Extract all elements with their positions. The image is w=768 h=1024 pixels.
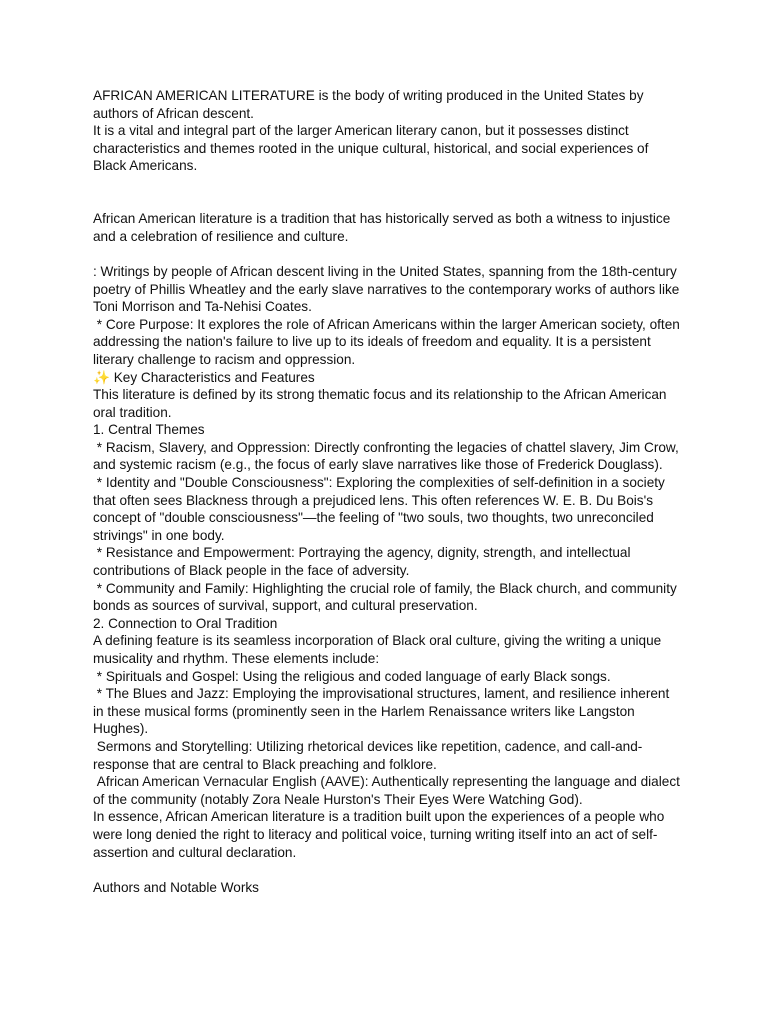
oral-item-blues-jazz: * The Blues and Jazz: Employing the improvisational structures, lament, and resilience inherent in these musical forms (prominently seen in the Harlem Renaissance writers like Langston Hughes). [93, 686, 674, 737]
section-heading-characteristics: ✨ Key Characteristics and Features [93, 369, 315, 385]
theme-item-racism: * Racism, Slavery, and Oppression: Directly confronting the legacies of chattel slavery, Jim Crow, and systemic racism (e.g., the focus of early slave narratives like those of Frederick Douglass). [93, 439, 683, 473]
theme-item-community: * Community and Family: Highlighting the crucial role of family, the Black church, and community bonds as sources of survival, support, and cultural preservation. [93, 580, 681, 614]
theme-item-identity: * Identity and "Double Consciousness": Exploring the complexities of self-definition in a society that often sees Blackness through a prejudiced lens. This often references W. E. B. Du Bois's concept of "double consciousness"—the feeling of "two souls, two thoughts, two unreconciled strivings" in one body. [93, 475, 669, 543]
intro-canon: It is a vital and integral part of the larger American literary canon, but it possesses distinct characteristics and themes rooted in the unique cultural, historical, and social experiences of Black Americans. [93, 123, 653, 174]
core-purpose-item: * Core Purpose: It explores the role of African Americans within the larger American society, often addressing the nation's failure to live up to its ideals of freedom and equality. It is a persistent literary challenge to racism and oppression. [93, 316, 684, 367]
document-body [93, 87, 683, 896]
paragraph-gap [93, 861, 683, 879]
theme-item-resistance: * Resistance and Empowerment: Portraying the agency, dignity, strength, and intellectual contributions of Black people in the face of adversity. [93, 545, 635, 579]
subheading-central-themes: 1. Central Themes [93, 422, 205, 438]
subheading-oral-tradition: 2. Connection to Oral Tradition [93, 615, 278, 631]
characteristics-intro: This literature is defined by its strong thematic focus and its relationship to the African American oral tradition. [93, 387, 671, 420]
tradition-summary: African American literature is a tradition that has historically served as both a witness to injustice and a celebration of resilience and culture. [93, 211, 675, 244]
definition-paragraph: : Writings by people of African descent living in the United States, spanning from the 18th-century poetry of Phillis Wheatley and the early slave narratives to the contemporary works of authors like Toni Morrison and Ta-Nehisi Coates. [93, 263, 683, 315]
oral-item-sermons: Sermons and Storytelling: Utilizing rhetorical devices like repetition, cadence, and call-and-response that are central to Black preaching and folklore. [93, 738, 643, 772]
paragraph-gap [93, 175, 683, 210]
paragraph-gap [93, 245, 683, 263]
oral-item-spirituals: * Spirituals and Gospel: Using the religious and coded language of early Black songs. [93, 668, 611, 684]
oral-item-aave: African American Vernacular English (AAVE): Authentically representing the language and dialect of the community (notably Zora Neale Hurston's Their Eyes Were Watching God). [93, 774, 684, 807]
oral-tradition-intro: A defining feature is its seamless incorporation of Black oral culture, giving the writing a unique musicality and rhythm. These elements include: [93, 633, 666, 666]
section-heading-authors: Authors and Notable Works [93, 879, 259, 895]
intro-definition: AFRICAN AMERICAN LITERATURE is the body of writing produced in the United States by authors of African descent. [93, 88, 648, 121]
essence-paragraph: In essence, African American literature is a tradition built upon the experiences of a people who were long denied the right to literacy and political voice, turning writing itself into an act of self-assertion and cultural declaration. [93, 809, 669, 860]
